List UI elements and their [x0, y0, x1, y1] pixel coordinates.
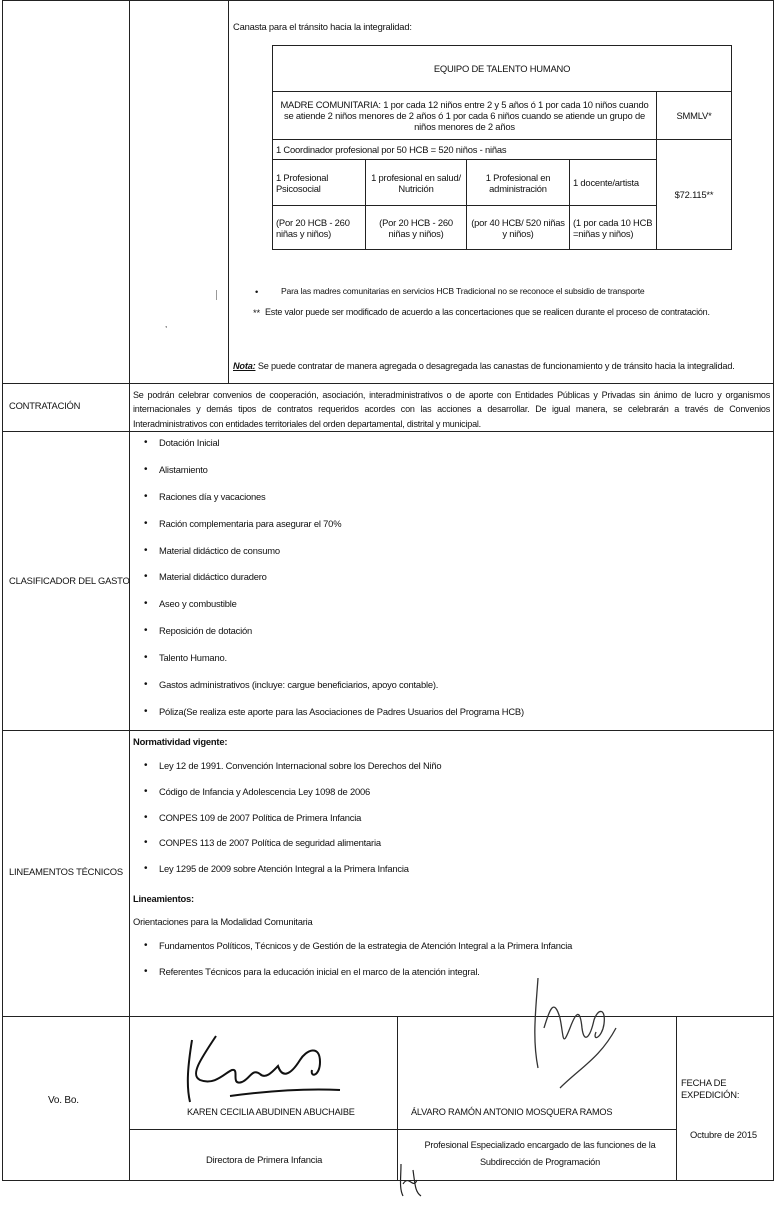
canasta-nota [233, 361, 735, 373]
list-item: • Gastos administrativos (incluye: cargue beneficiarios, apoyo contable). [143, 679, 524, 706]
list-item: • Material didáctico de consumo [143, 545, 524, 572]
talento-humano-table [272, 45, 732, 250]
fecha-label: FECHA DE EXPEDICIÓN: [681, 1077, 740, 1101]
row-divider [2, 1016, 774, 1017]
list-item: • Raciones día y vacaciones [143, 491, 524, 518]
orientaciones-text: Orientaciones para la Modalidad Comunitaria [133, 916, 313, 927]
normatividad-heading: Normatividad vigente: [133, 736, 228, 747]
coordinador-cell: 1 Coordinador profesional por 50 HCB = 520 niños - niñas [273, 140, 657, 160]
list-item: • Ración complementaria para asegurar el 70% [143, 518, 524, 545]
ratio-cell: (1 por cada 10 HCB =niñas y niños) [570, 206, 657, 250]
nota-text: Se puede contratar de manera agregada o desagregada las canastas de funcionamiento y de tránsito hacia la integralidad. [255, 361, 735, 371]
signature-column-divider [676, 1016, 677, 1180]
role-cell: 1 profesional en salud/ Nutrición [366, 160, 467, 206]
list-item: • CONPES 113 de 2007 Política de seguridad alimentaria [143, 837, 441, 863]
role-cell: 1 Profesional Psicosocial [273, 160, 366, 206]
scan-mark: , [165, 320, 168, 329]
signature-column-divider [397, 1016, 398, 1180]
clasificador-list [143, 437, 524, 733]
nota-label: Nota: [233, 361, 256, 371]
ratio-cell: (Por 20 HCB - 260 niñas y niños) [273, 206, 366, 250]
contratacion-text: Se podrán celebrar convenios de cooperación, asociación, interadministrativos o de aporte con Entidades Públicas y Privadas sin ánimo de lucro y organismos internacionales y demás tipos de contratos requeridos acordes con las acciones a desarrollar. De igual manera, se celebrarán a través de Convenios Interadministrativos con entidades territoriales del orden departamental, distrital y municipal. [133, 390, 770, 429]
row-divider [2, 383, 774, 384]
firmante-1-cargo: Directora de Primera Infancia [206, 1154, 323, 1165]
list-item: • Dotación Inicial [143, 437, 524, 464]
ratio-cell: (por 40 HCB/ 520 niñas y niños) [467, 206, 570, 250]
initials-mark [395, 1160, 425, 1200]
firmante-1-name: KAREN CECILIA ABUDINEN ABUCHAIBE [187, 1107, 355, 1117]
label-column-divider [129, 0, 130, 1180]
list-item: • Ley 1295 de 2009 sobre Atención Integral a la Primera Infancia [143, 863, 441, 889]
list-item: • Referentes Técnicos para la educación inicial en el marco de la atención integral. [143, 966, 572, 992]
table-border-bottom [2, 1180, 774, 1181]
clasificador-label: CLASIFICADOR DEL GASTO [9, 575, 130, 586]
role-cell: 1 docente/artista [570, 160, 657, 206]
lineamientos-label: LINEAMENTOS TÉCNICOS [9, 866, 123, 877]
table-border-left [2, 0, 3, 1180]
signature-row-divider [129, 1129, 676, 1130]
firmante-2-cargo: Profesional Especializado encargado de las funciones de la Subdirección de Programación [424, 1140, 656, 1168]
list-item: • Material didáctico duradero [143, 571, 524, 598]
vobo-label: Vo. Bo. [48, 1095, 79, 1106]
madre-comunitaria-cell: MADRE COMUNITARIA: 1 por cada 12 niños entre 2 y 5 años ó 1 por cada 10 niños cuando se atiende 2 niños menores de 2 años ó 1 por cada 6 niños cuando se atiende un grupo de niños menores de 2 años [273, 92, 657, 140]
list-item: • CONPES 109 de 2007 Política de Primera Infancia [143, 812, 441, 838]
list-item: • Talento Humano. [143, 652, 524, 679]
lineamientos-heading: Lineamientos: [133, 893, 194, 904]
list-item: • Fundamentos Políticos, Técnicos y de Gestión de la estrategia de Atención Integral a la Primera Infancia [143, 940, 572, 966]
note-mark: ** [253, 307, 260, 318]
table-border-right [773, 0, 774, 1180]
canasta-heading: Canasta para el tránsito hacia la integralidad: [233, 21, 412, 32]
signature-karen [170, 1030, 350, 1108]
fecha-value: Octubre de 2015 [690, 1129, 757, 1140]
role-cell: 1 Profesional en administración [467, 160, 570, 206]
list-item: • Póliza(Se realiza este aporte para las Asociaciones de Padres Usuarios del Programa HCB) [143, 706, 524, 733]
list-item: • Código de Infancia y Adolescencia Ley 1098 de 2006 [143, 786, 441, 812]
scan-mark [216, 290, 217, 300]
normatividad-list [143, 760, 441, 889]
list-item: • Reposición de dotación [143, 625, 524, 652]
bullet: • [255, 286, 259, 297]
contratacion-label: CONTRATACIÓN [9, 400, 81, 411]
ratio-cell: (Por 20 HCB - 260 niñas y niños) [366, 206, 467, 250]
signature-alvaro [520, 968, 630, 1098]
roles-value-cell: $72.115** [657, 140, 732, 250]
madre-value-cell: SMMLV* [657, 92, 732, 140]
list-item: • Alistamiento [143, 464, 524, 491]
table-title: EQUIPO DE TALENTO HUMANO [273, 46, 732, 92]
firmante-2-name: ÁLVARO RAMÓN ANTONIO MOSQUERA RAMOS [411, 1107, 613, 1117]
list-item: • Ley 12 de 1991. Convención Internacional sobre los Derechos del Niño [143, 760, 441, 786]
table-border-top [2, 0, 774, 1]
lineamientos-list [143, 940, 572, 992]
canasta-column-divider [228, 0, 229, 383]
list-item: • Aseo y combustible [143, 598, 524, 625]
